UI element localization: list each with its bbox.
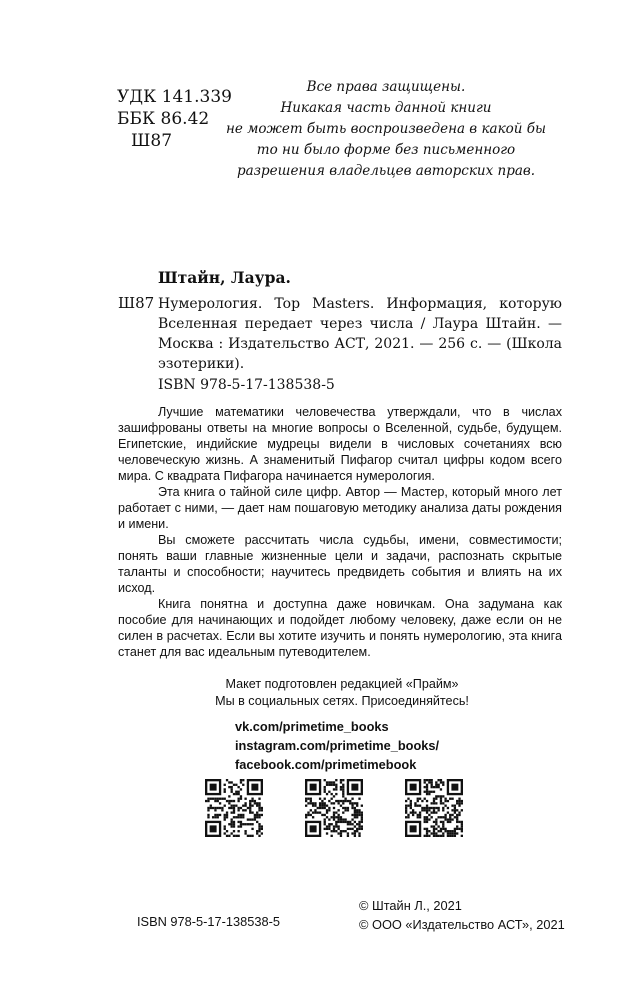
- author-sign: Ш87: [131, 131, 173, 151]
- instagram-link[interactable]: instagram.com/primetime_books/: [235, 738, 440, 753]
- record-author-sign: Ш87: [118, 294, 155, 312]
- annotation-paragraph: Лучшие математики человечества утверждали, что в числах зашифрованы ответы на многие вопросы о Вселенной, судьбе, будущем. Египетские, индийские мудрецы видели в числовых сочетаниях всю человеческую жизнь. А знаменитый Пифагор считал цифры кодом всего мира. С квадрата Пифагора начинается нумерология.: [118, 405, 562, 483]
- qr-code-icon: [305, 779, 363, 837]
- udk-code: УДК 141.339: [117, 87, 232, 107]
- rights-line: то ни было форме без письменного: [256, 142, 516, 158]
- qr-code-icon: [405, 779, 463, 837]
- annotation-paragraph: Эта книга о тайной силе цифр. Автор — Мастер, который много лет работает с ними, — дает нам пошаговую методику анализа даты рождения и имени.: [118, 485, 562, 531]
- annotation: [118, 404, 562, 660]
- publisher-note: [120, 676, 564, 710]
- isbn-bottom: ISBN 978-5-17-138538-5: [137, 914, 280, 929]
- rights-line: не может быть воспроизведена в какой бы: [226, 121, 546, 137]
- copyright-publisher: © ООО «Издательство АСТ», 2021: [359, 917, 565, 932]
- annotation-paragraph: Вы сможете рассчитать числа судьбы, имени, совместимости; понять ваши главные жизненные цели и задачи, распознать скрытые таланты и способности; научитесь предвидеть события и влиять на их исход.: [118, 533, 562, 595]
- rights-line: Все права защищены.: [306, 79, 466, 95]
- copyright-author: © Штайн Л., 2021: [359, 898, 462, 913]
- annotation-paragraph: Книга понятна и доступна даже новичкам. Она задумана как пособие для начинающих и подойдет любому человеку, даже если он не силен в расчетах. Если вы хотите изучить и понять нумерологию, эта книга станет для вас идеальным путеводителем.: [118, 597, 562, 659]
- publisher-note-line: Мы в социальных сетях. Присоединяйтесь!: [215, 694, 469, 708]
- facebook-link[interactable]: facebook.com/primetimebook: [235, 757, 417, 772]
- publisher-note-line: Макет подготовлен редакцией «Прайм»: [225, 677, 459, 691]
- rights-line: Никакая часть данной книги: [280, 100, 492, 116]
- bibliographic-description: Нумерология. Top Masters. Информация, которую Вселенная передает через числа / Лаура Штайн. — Москва : Издательство АСТ, 2021. — 256 с. — (Школа эзотерики).: [158, 296, 562, 372]
- classification-codes: [117, 86, 232, 152]
- bbk-code: ББК 86.42: [117, 109, 210, 129]
- isbn: ISBN 978-5-17-138538-5: [158, 377, 335, 393]
- qr-code-icon: [205, 779, 263, 837]
- rights-notice: [220, 77, 552, 182]
- author-heading: Штайн, Лаура.: [158, 268, 291, 287]
- rights-line: разрешения владельцев авторских прав.: [236, 163, 536, 179]
- copyright: [359, 896, 565, 934]
- social-links: [235, 717, 439, 774]
- vk-link[interactable]: vk.com/primetime_books: [235, 719, 389, 734]
